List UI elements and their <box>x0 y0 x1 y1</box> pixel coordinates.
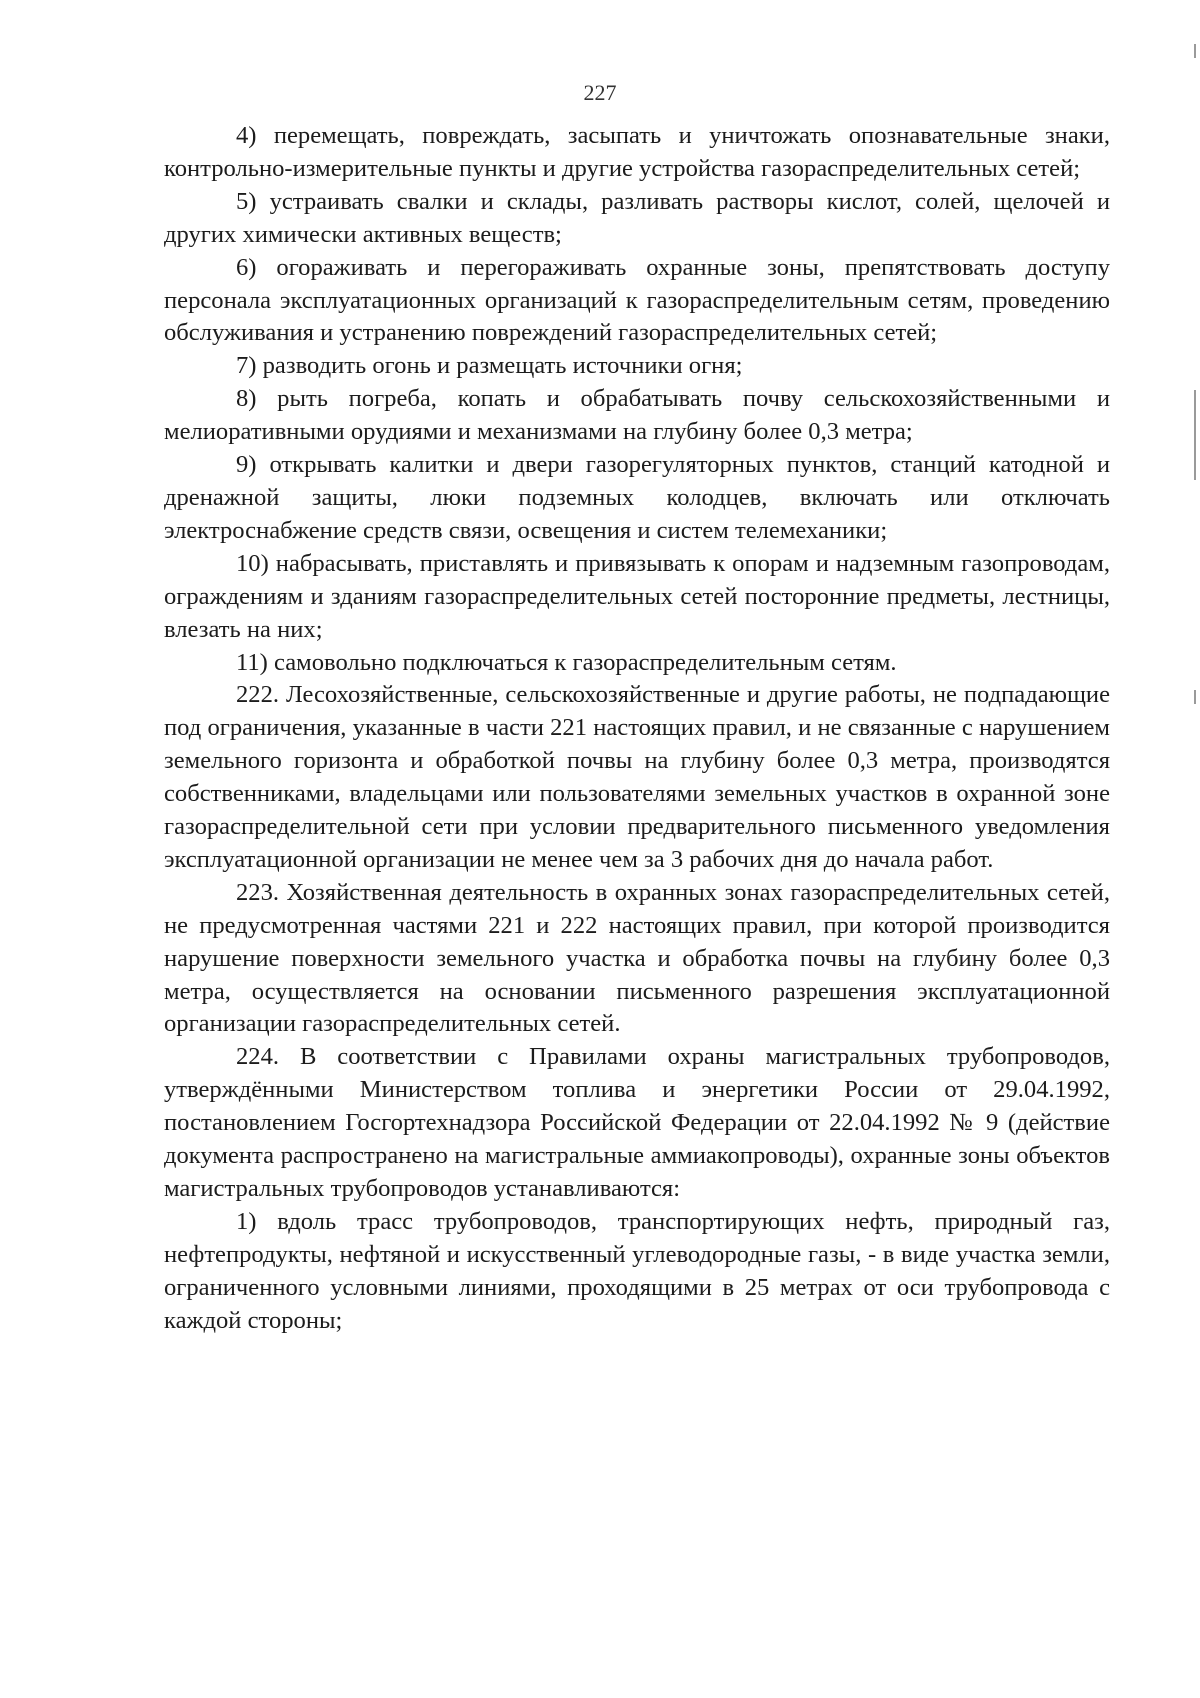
scan-edge-mark-lower <box>1194 690 1196 704</box>
paragraph-item-1: 1) вдоль трасс трубопроводов, транспортирующих нефть, природный газ, нефтепродукты, нефтяной и искусственный углеводородные газы, - в виде участка земли, ограниченного условными линиями, проходящими в 25 метрах от оси трубопровода с каждой стороны; <box>164 1207 1110 1334</box>
paragraph-section-223: 223. Хозяйственная деятельность в охранных зонах газораспределительных сетей, не предусмотренная частями 221 и 222 настоящих правил, при которой производится нарушение поверхности земельного участка и обработка почвы на глубину более 0,3 метра, осуществляется на основании письменного разрешения эксплуатационной организации газораспределительных сетей. <box>164 878 1110 1038</box>
scan-edge-mark-top <box>1194 44 1196 58</box>
paragraph-item-6: 6) огораживать и перегораживать охранные зоны, препятствовать доступу персонала эксплуатационных организаций к газораспределительным сетям, проведению обслуживания и устранению повреждений газораспределительных сетей; <box>164 253 1110 347</box>
paragraph-item-11: 11) самовольно подключаться к газораспределительным сетям. <box>236 648 897 676</box>
document-body <box>164 120 1110 1338</box>
paragraph-item-4: 4) перемещать, повреждать, засыпать и уничтожать опознавательные знаки, контрольно-измерительные пункты и другие устройства газораспределительных сетей; <box>164 122 1110 182</box>
scan-edge-mark-middle <box>1194 390 1196 480</box>
page-number: 227 <box>583 80 617 105</box>
paragraph-section-222: 222. Лесохозяйственные, сельскохозяйственные и другие работы, не подпадающие под ограничения, указанные в части 221 настоящих правил, и не связанные с нарушением земельного горизонта и обработкой почвы на глубину более 0,3 метра, производятся собственниками, владельцами или пользователями земельных участков в охранной зоне газораспределительной сети при условии предварительного письменного уведомления эксплуатационной организации не менее чем за 3 рабочих дня до начала работ. <box>164 681 1110 873</box>
paragraph-section-224: 224. В соответствии с Правилами охраны магистральных трубопроводов, утверждёнными Министерством топлива и энергетики России от 29.04.1992, постановлением Госгортехнадзора Российской Федерации от 22.04.1992 № 9 (действие документа распространено на магистральные аммиакопроводы), охранные зоны объектов магистральных трубопроводов устанавливаются: <box>164 1043 1110 1202</box>
paragraph-item-8: 8) рыть погреба, копать и обрабатывать почву сельскохозяйственными и мелиоративными орудиями и механизмами на глубину более 0,3 метра; <box>164 385 1110 446</box>
paragraph-item-5: 5) устраивать свалки и склады, разливать растворы кислот, солей, щелочей и других химически активных веществ; <box>164 187 1110 248</box>
paragraph-item-10: 10) набрасывать, приставлять и привязывать к опорам и надземным газопроводам, ограждениям и зданиям газораспределительных сетей посторонние предметы, лестницы, влезать на них; <box>164 549 1110 643</box>
paragraph-item-9: 9) открывать калитки и двери газорегуляторных пунктов, станций катодной и дренажной защиты, люки подземных колодцев, включать или отключать электроснабжение средств связи, освещения и систем телемеханики; <box>164 451 1110 544</box>
paragraph-item-7: 7) разводить огонь и размещать источники огня; <box>236 352 743 380</box>
